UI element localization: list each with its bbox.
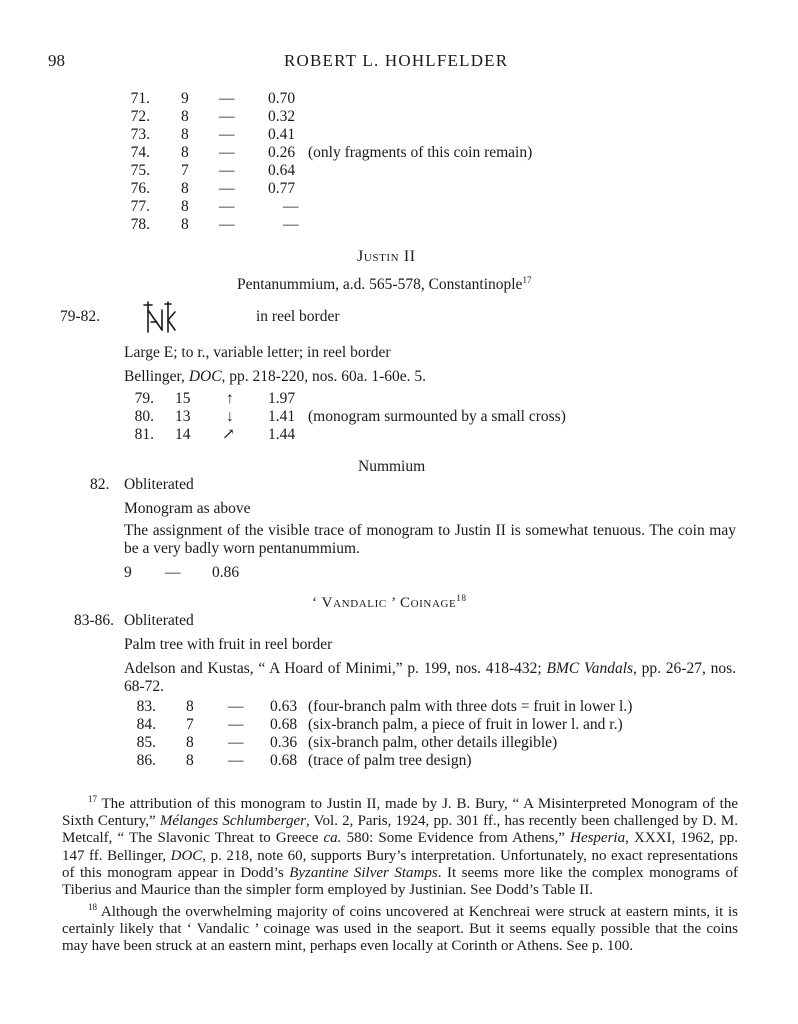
footnote-text: , XXXI, 1962, pp. 147 ff. Bellinger,: [62, 830, 738, 864]
coin-value: 9: [181, 90, 189, 107]
coin-value: 8: [186, 752, 194, 769]
dash: —: [228, 752, 244, 769]
coin-value: 8: [181, 198, 189, 215]
coin-value: 7: [181, 162, 189, 179]
coin-number: 78.: [130, 216, 150, 233]
coin-value: 8: [181, 216, 189, 233]
coin-weight: 1.97: [268, 390, 296, 407]
footnote-text: . It seems more like the complex monograms of Tiberius and Maurice than the simpler form employed by Justinian. See Dodd’s Table II.: [62, 864, 738, 899]
coin-value: 8: [181, 180, 189, 197]
monogram-icon: [138, 296, 184, 336]
coin-weight: 0.36: [270, 734, 298, 751]
die-axis-icon: ↑: [226, 390, 234, 407]
dash: —: [219, 90, 235, 107]
coin-value: 8: [181, 126, 189, 143]
coin-number: 72.: [130, 108, 150, 125]
dash: —: [219, 162, 235, 179]
obverse-description: Obliterated: [124, 476, 194, 493]
coin-weight: 0.70: [268, 90, 296, 107]
footnote-text: The attribution of this monogram to Justin II, made by J. B. Bury, “ A Misinterpreted Monogram of the Sixth Century,”: [62, 796, 738, 830]
bibliographic-reference: [124, 660, 736, 696]
coin-number: 83.: [136, 698, 156, 715]
dash: —: [219, 144, 235, 161]
footnote-mark: 18: [88, 902, 97, 912]
coin-number: 86.: [136, 752, 156, 769]
coin-number: 84.: [136, 716, 156, 733]
coin-number: 85.: [136, 734, 156, 751]
subheading-text: Pentanummium, a.d. 565-578, Constantinople: [237, 276, 523, 293]
heading-text: ‘ Vandalic ’ Coinage: [312, 595, 457, 611]
footnote-italic: Hesperia: [570, 830, 626, 847]
coin-value: 8: [181, 144, 189, 161]
dash: —: [228, 734, 244, 751]
coin-weight: 1.41: [268, 408, 296, 425]
commentary-paragraph: The assignment of the visible trace of monogram to Justin II is somewhat tenuous. The coin may be a very badly worn pentanummium.: [124, 522, 736, 557]
coin-weight: 0.26: [268, 144, 296, 161]
coin-note: (six-branch palm, other details illegible): [308, 734, 558, 751]
coin-weight: —: [283, 198, 299, 215]
ref-italic: DOC: [188, 368, 222, 385]
footnote-ref: 18: [456, 593, 467, 603]
dash: —: [228, 698, 244, 715]
footnote-italic: Byzantine Silver Stamps: [289, 864, 438, 881]
coin-weight: 0.64: [268, 162, 296, 179]
coin-number: 75.: [130, 162, 150, 179]
coin-number: 74.: [130, 144, 150, 161]
coin-value: 14: [175, 426, 191, 443]
coin-value: 8: [181, 108, 189, 125]
section-heading-justin-ii: Justin II: [357, 248, 416, 265]
coin-number: 71.: [130, 90, 150, 107]
footnote-mark: 17: [88, 794, 97, 804]
dash: —: [219, 180, 235, 197]
coin-number: 73.: [130, 126, 150, 143]
die-axis-icon: ↗: [222, 426, 235, 443]
coin-number: 76.: [130, 180, 150, 197]
coin-weight: 1.44: [268, 426, 296, 443]
section-heading-vandalic: [312, 594, 467, 612]
obverse-description: in reel border: [256, 308, 340, 325]
bibliographic-reference: [124, 368, 426, 386]
section-subheading: [237, 276, 531, 294]
coin-weight: 0.77: [268, 180, 296, 197]
dash: —: [219, 108, 235, 125]
footnote-ref: 17: [522, 275, 532, 285]
dash: —: [219, 198, 235, 215]
ref-text: Bellinger,: [124, 368, 189, 385]
footnote-text: 580: Some Evidence from Athens,”: [341, 830, 571, 847]
reverse-description: Large E; to r., variable letter; in reel border: [124, 344, 391, 361]
coin-weight: 0.86: [212, 564, 240, 581]
section-heading-nummium: Nummium: [358, 458, 426, 475]
coin-number: 77.: [130, 198, 150, 215]
reverse-description: Monogram as above: [124, 500, 251, 517]
coin-value: 15: [175, 390, 191, 407]
ref-text: , pp. 26-27, nos. 68-72.: [124, 660, 736, 695]
coin-weight: 0.68: [270, 752, 298, 769]
coin-number: 81.: [134, 426, 154, 443]
coin-number: 79.: [134, 390, 154, 407]
footnote-italic: DOC: [170, 847, 203, 864]
footnote-17: [62, 796, 738, 899]
coin-note: (only fragments of this coin remain): [308, 144, 533, 161]
dash: —: [165, 564, 181, 581]
dash: —: [219, 216, 235, 233]
coin-note: (trace of palm tree design): [308, 752, 472, 769]
coin-note: (monogram surmounted by a small cross): [308, 408, 566, 425]
coin-note: (six-branch palm, a piece of fruit in lower l. and r.): [308, 716, 623, 733]
footnote-text: , p. 218, note 60, supports Bury’s interpretation. Unfortunately, no exact representations of this monogram appear in Dodd’s: [62, 847, 739, 881]
coin-weight: 0.63: [270, 698, 298, 715]
ref-italic: BMC Vandals: [546, 660, 634, 677]
footnote-italic: ca.: [323, 830, 342, 847]
coin-value: 13: [175, 408, 191, 425]
footnote-italic: Mélanges Schlumberger: [159, 813, 306, 830]
coin-number: 80.: [134, 408, 154, 425]
footnote-text: Although the overwhelming majority of coins uncovered at Kenchreai were struck at eastern mints, it is certainly likely that ‘ Vandalic ’ coinage was used in the seaport. But it seems equally possible that the coins may have been struck at an eastern mint, perhaps even locally at Corinth or Athens. See p. 100.: [62, 904, 738, 955]
running-title: ROBERT L. HOHLFELDER: [284, 51, 509, 70]
catalog-number: 82.: [90, 476, 110, 493]
ref-text: Adelson and Kustas, “ A Hoard of Minimi,” p. 199, nos. 418-432;: [124, 660, 547, 677]
coin-weight: 0.41: [268, 126, 296, 143]
coin-weight: 0.68: [270, 716, 298, 733]
catalog-range: 83-86.: [74, 612, 115, 629]
catalog-range: 79-82.: [60, 308, 101, 325]
footnote-text: , Vol. 2, Paris, 1924, pp. 301 ff., has recently been challenged by D. M. Metcalf, “ The Slavonic Threat to Greece: [62, 813, 738, 847]
reverse-description: Palm tree with fruit in reel border: [124, 636, 333, 653]
coin-value: 8: [186, 734, 194, 751]
coin-note: (four-branch palm with three dots = fruit in lower l.): [308, 698, 633, 715]
ref-text: , pp. 218-220, nos. 60a. 1-60e. 5.: [221, 368, 427, 385]
coin-weight: —: [283, 216, 299, 233]
coin-weight: 0.32: [268, 108, 296, 125]
die-axis-icon: ↓: [226, 408, 234, 425]
footnote-18: [62, 904, 738, 956]
page-number: 98: [48, 51, 65, 70]
coin-value: 7: [186, 716, 194, 733]
coin-value: 9: [124, 564, 132, 581]
dash: —: [228, 716, 244, 733]
coin-value: 8: [186, 698, 194, 715]
dash: —: [219, 126, 235, 143]
obverse-description: Obliterated: [124, 612, 194, 629]
